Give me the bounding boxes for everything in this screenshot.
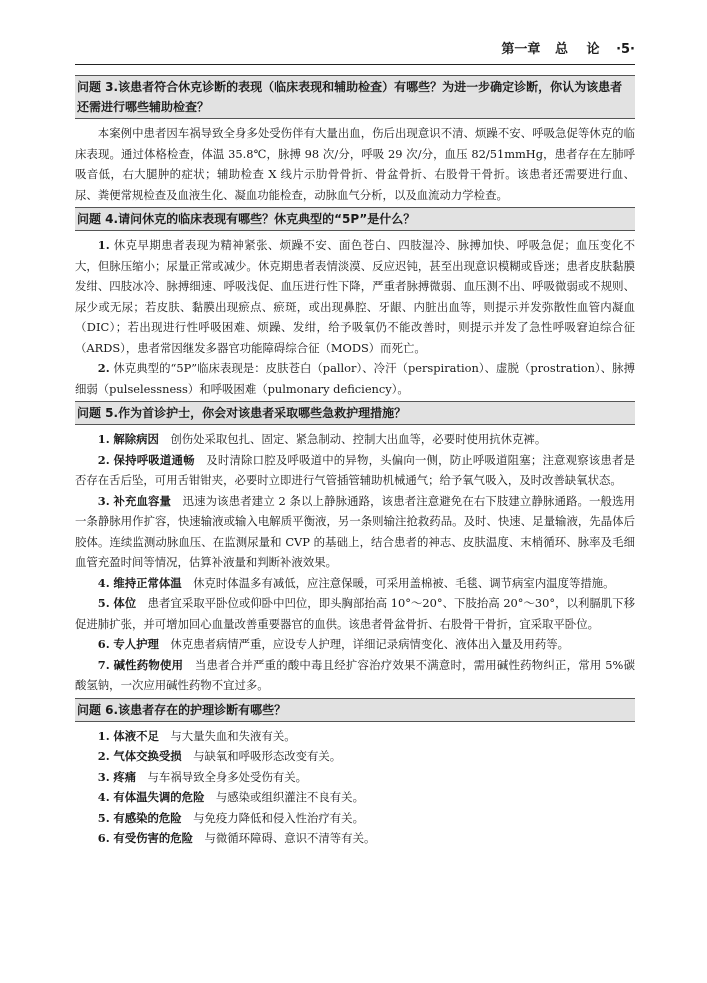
q5-item-6-text: 休克患者病情严重，应设专人护理，详细记录病情变化、液体出入量及用药等。	[170, 637, 569, 651]
question-3-heading: 问题 3.该患者符合休克诊断的表现（临床表现和辅助检查）有哪些？为进一步确定诊断，你认为该患者还需进行哪些辅助检查？	[75, 75, 635, 119]
q6-item-2-text: 与缺氧和呼吸形态改变有关。	[193, 749, 342, 763]
q5-item-7-term: 碱性药物使用	[113, 657, 184, 672]
q5-item-2-num: 2.	[97, 452, 110, 467]
q5-item-1-num: 1.	[97, 432, 110, 446]
question-6-heading: 问题 6.该患者存在的护理诊断有哪些？	[75, 698, 635, 722]
q6-item-3-num: 3.	[97, 769, 110, 784]
chapter-label: 第一章	[501, 42, 541, 57]
q4-item-2-num: 2.	[97, 361, 110, 375]
q5-item-5-num: 5.	[97, 596, 110, 610]
page-header	[75, 40, 635, 65]
page-number: ·5·	[616, 42, 635, 57]
q6-item-1-num: 1.	[97, 728, 110, 743]
q6-item-4-num: 4.	[97, 790, 110, 804]
q5-item-7-num: 7.	[97, 657, 110, 672]
q5-item-2-term: 保持呼吸道通畅	[113, 452, 195, 467]
q5-item-4	[75, 573, 635, 594]
q5-item-7-text: 当患者合并严重的酸中毒且经扩容治疗效果不满意时，需用碱性药物纠正，常用 5%碳酸氢钠，一次应用碱性药物不宜过多。	[75, 657, 635, 692]
q6-item-6	[75, 828, 635, 849]
q6-item-5-text: 与免疫力降低和侵入性治疗有关。	[193, 810, 364, 825]
q5-item-5	[75, 593, 635, 634]
q5-item-3-num: 3.	[97, 493, 110, 508]
q6-item-5-term: 有感染的危险	[113, 810, 182, 825]
q5-item-4-text: 休克时体温多有减低，应注意保暖，可采用盖棉被、毛毯、调节病室内温度等措施。	[193, 575, 615, 590]
q5-item-5-text: 患者宜采取平卧位或仰卧中凹位，即头胸部抬高 10°～20°、下肢抬高 20°～30°，以利膈肌下移促进肺扩张，并可增加回心血量改善重要器官的血供。该患者骨盆骨折、右股骨干骨折，宜采取平卧位。	[75, 596, 635, 631]
q6-item-2-num: 2.	[97, 749, 110, 763]
q5-item-2-text: 及时清除口腔及呼吸道中的异物，头偏向一侧，防止呼吸道阻塞；注意观察该患者是否存在舌后坠，可用舌钳钳夹，必要时立即进行气管插管辅助机械通气；给予氧气吸入，及时改善缺氧状态。	[75, 452, 635, 487]
q5-item-6	[75, 634, 635, 655]
q5-item-1	[75, 429, 635, 450]
q6-item-4-text: 与感染或组织灌注不良有关。	[215, 790, 364, 804]
q6-item-1-text: 与大量失血和失液有关。	[170, 728, 296, 743]
q6-item-4-term: 有体温失调的危险	[113, 790, 205, 804]
q6-item-1	[75, 726, 635, 747]
q4-item-1	[75, 235, 635, 358]
question-5-heading: 问题 5.作为首诊护士，你会对该患者采取哪些急救护理措施？	[75, 401, 635, 425]
section-label-2: 论	[586, 42, 600, 57]
q6-item-6-text: 与微循环障碍、意识不清等有关。	[204, 831, 376, 845]
q4-item-1-num: 1.	[97, 238, 110, 252]
q6-item-2-term: 气体交换受损	[113, 749, 182, 763]
q4-item-2-text: 休克典型的“5P”临床表现是：皮肤苍白（pallor）、冷汗（perspiration）、虚脱（prostration）、脉搏细弱（pulselessness）和呼吸困难（pulmonary deficiency）。	[75, 361, 635, 396]
q5-item-1-term: 解除病因	[113, 432, 159, 446]
q5-item-4-num: 4.	[97, 575, 110, 590]
q5-item-7	[75, 655, 635, 696]
q4-item-1-text: 休克早期患者表现为精神紧张、烦躁不安、面色苍白、四肢湿冷、脉搏加快、呼吸急促；血压变化不大，但脉压缩小；尿量正常或减少。休克期患者表情淡漠、反应迟钝，甚至出现意识模糊或昏迷；患者皮肤黏膜发绀、四肢冰冷、脉搏细速、呼吸浅促、血压进行性下降，严重者脉搏微弱、血压测不出、呼吸微弱或不规则、尿少或无尿；若皮肤、黏膜出现瘀点、瘀斑，或出现鼻腔、牙龈、内脏出血等，则提示并发弥散性血管内凝血（DIC）；若出现进行性呼吸困难、烦躁、发绀，给予吸氧仍不能改善时，则提示并发了急性呼吸窘迫综合征（ARDS），患者常因继发多器官功能障碍综合征（MODS）而死亡。	[75, 238, 635, 355]
page-content	[75, 73, 635, 849]
q5-item-3-term: 补充血容量	[113, 493, 172, 508]
q6-item-6-term: 有受伤害的危险	[113, 831, 194, 845]
q5-item-5-term: 体位	[113, 596, 137, 610]
q5-item-4-term: 维持正常体温	[113, 575, 182, 590]
q4-item-2	[75, 358, 635, 399]
q6-item-6-num: 6.	[97, 831, 110, 845]
q6-item-4	[75, 787, 635, 808]
q6-item-3	[75, 767, 635, 788]
q6-item-5	[75, 808, 635, 829]
q5-item-6-term: 专人护理	[113, 637, 159, 651]
q6-item-1-term: 体液不足	[113, 728, 159, 743]
q5-item-2	[75, 450, 635, 491]
q5-item-1-text: 创伤处采取包扎、固定、紧急制动、控制大出血等，必要时使用抗休克裤。	[170, 432, 547, 446]
q5-item-3-text: 迅速为该患者建立 2 条以上静脉通路，该患者注意避免在右下肢建立静脉通路。一般选用一条静脉用作扩容，快速输液或输入电解质平衡液，另一条则输注抢救药品。及时、快速、足量输液，先晶体后胶体。连续监测动脉血压、在监测尿量和 CVP 的基础上，结合患者的神志、皮肤温度、末梢循环、脉率及毛细血管充盈时间等情况，估算补液量和判断补液效果。	[75, 493, 635, 569]
q6-item-3-term: 疼痛	[113, 769, 137, 784]
question-3-body: 本案例中患者因车祸导致全身多处受伤伴有大量出血，伤后出现意识不清、烦躁不安、呼吸急促等休克的临床表现。通过体格检查，体温 35.8℃，脉搏 98 次/分，呼吸 29 次/分，血压 82/51mmHg，患者存在左肺呼吸音低，右大腿肿的症状；辅助检查 X 线片示肋骨骨折、骨盆骨折、右股骨干骨折。该患者还需要进行血、尿、粪便常规检查及血液生化、凝血功能检查，动脉血气分析，以及血流动力学检查。	[75, 126, 635, 202]
section-label: 总	[554, 42, 568, 57]
q6-item-5-num: 5.	[97, 810, 110, 825]
q5-item-6-num: 6.	[97, 637, 110, 651]
q5-item-3	[75, 491, 635, 573]
question-4-heading: 问题 4.请问休克的临床表现有哪些？休克典型的“5P”是什么？	[75, 207, 635, 231]
q6-item-2	[75, 746, 635, 767]
q6-item-3-text: 与车祸导致全身多处受伤有关。	[147, 769, 308, 784]
